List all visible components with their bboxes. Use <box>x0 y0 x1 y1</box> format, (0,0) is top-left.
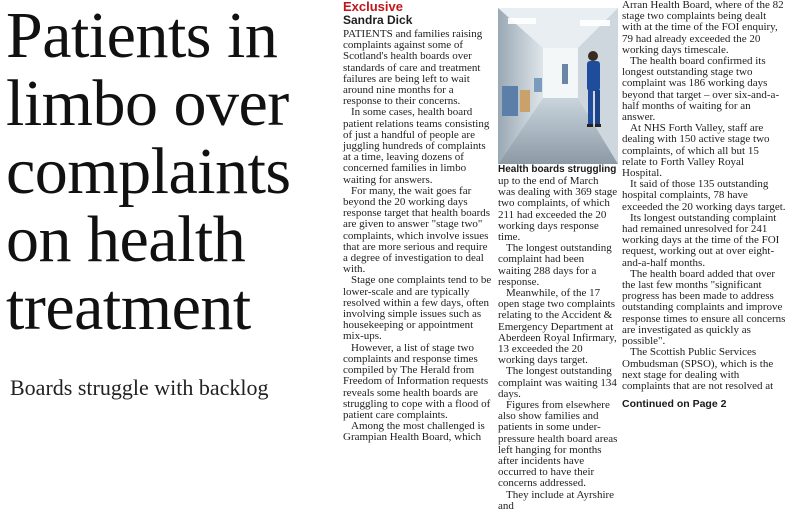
headline-line: complaints <box>6 135 291 208</box>
subheadline: Boards struggle with backlog <box>10 375 269 400</box>
paragraph: The health board added that over the last few months "significant progress has been made to address outstanding complaints and improve response times to ensure all concerns are investigated as quickly as possible". <box>622 267 786 348</box>
paragraph: The longest outstanding complaint was waiting 134 days. <box>498 365 617 400</box>
paragraph: In some cases, health board patient relations teams consisting of just a handful of people are juggling hundreds of complaints at a time, leaving dozens of concerned families in limbo waiting for answers. <box>343 106 490 186</box>
continued-on-page-link[interactable]: Continued on Page 2 <box>622 398 727 410</box>
headline-line: Patients in <box>6 0 278 72</box>
paragraph: up to the end of March was dealing with 369 stage two complaints, of which 211 had exceeded the 20 working days response time. <box>498 175 618 244</box>
paragraph: PATIENTS and families raising complaints against some of Scotland's health boards over standards of care and treatment failures are being left to wait around nine months for a response to their concerns. <box>343 28 483 108</box>
paragraph: Arran Health Board, where of the 82 stage two complaints being dealt with at the time of the FOI enquiry, 79 had already exceeded the 20 working days timescale. <box>622 0 784 56</box>
paragraph: The health board confirmed its longest outstanding stage two complaint was 186 working days beyond that target – over six-and-a-half months of waiting for an answer. <box>622 55 780 124</box>
article-column-2 <box>498 176 618 512</box>
paragraph: Meanwhile, of the 17 open stage two complaints relating to the Accident & Emergency Department at Aberdeen Royal Infirmary, 13 exceeded the 20 working days target. <box>498 287 617 367</box>
photo-illustration <box>498 8 618 164</box>
article-column-1 <box>343 0 493 444</box>
paragraph: They include at Ayrshire and <box>498 488 615 512</box>
article-column-3 <box>622 0 786 392</box>
photo-caption: Health boards struggling <box>498 164 617 175</box>
exclusive-kicker: Exclusive <box>343 0 403 14</box>
paragraph: Stage one complaints tend to be lower-scale and are typically resolved within a few days, often involving simple issues such as housekeeping or appointment mix-ups. <box>343 274 492 343</box>
headline-line: treatment <box>6 271 251 344</box>
byline: Sandra Dick <box>343 13 413 27</box>
paragraph: At NHS Forth Valley, staff are dealing with 150 active stage two complaints, of which all but 15 relate to Forth Valley Royal Hospital. <box>622 122 770 180</box>
paragraph: However, a list of stage two complaints and response times compiled by The Herald from Freedom of Information requests reveals some health boards are struggling to cope with a flood of patient care complaints. <box>343 341 491 421</box>
paragraph: For many, the wait goes far beyond the 20 working days response target that health boards are given to answer "stage two" complaints, which involve issues that are more serious and require a degree of investigation to deal with. <box>343 184 491 276</box>
paragraph: Among the most challenged is Grampian Health Board, which <box>343 420 485 444</box>
paragraph: Figures from elsewhere also show families and patients in some under-pressure health board areas left hanging for months after incidents have occurred to have their concerns addressed. <box>498 399 618 490</box>
paragraph: The Scottish Public Services Ombudsman (SPSO), which is the next stage for dealing with complaints that are not resolved at <box>622 346 774 392</box>
paragraph: Its longest outstanding complaint had remained unresolved for 241 working days at the time of the FOI request, working out at over eight-and-a-half months. <box>622 211 780 269</box>
headline-line: limbo over <box>6 67 289 140</box>
paragraph: The longest outstanding complaint had been waiting 288 days for a response. <box>498 242 612 288</box>
headline-line: on health <box>6 203 246 276</box>
hospital-corridor-photo <box>498 8 618 164</box>
paragraph: It said of those 135 outstanding hospital complaints, 78 have exceeded the 20 working days target. <box>622 178 786 213</box>
headline <box>6 2 336 342</box>
